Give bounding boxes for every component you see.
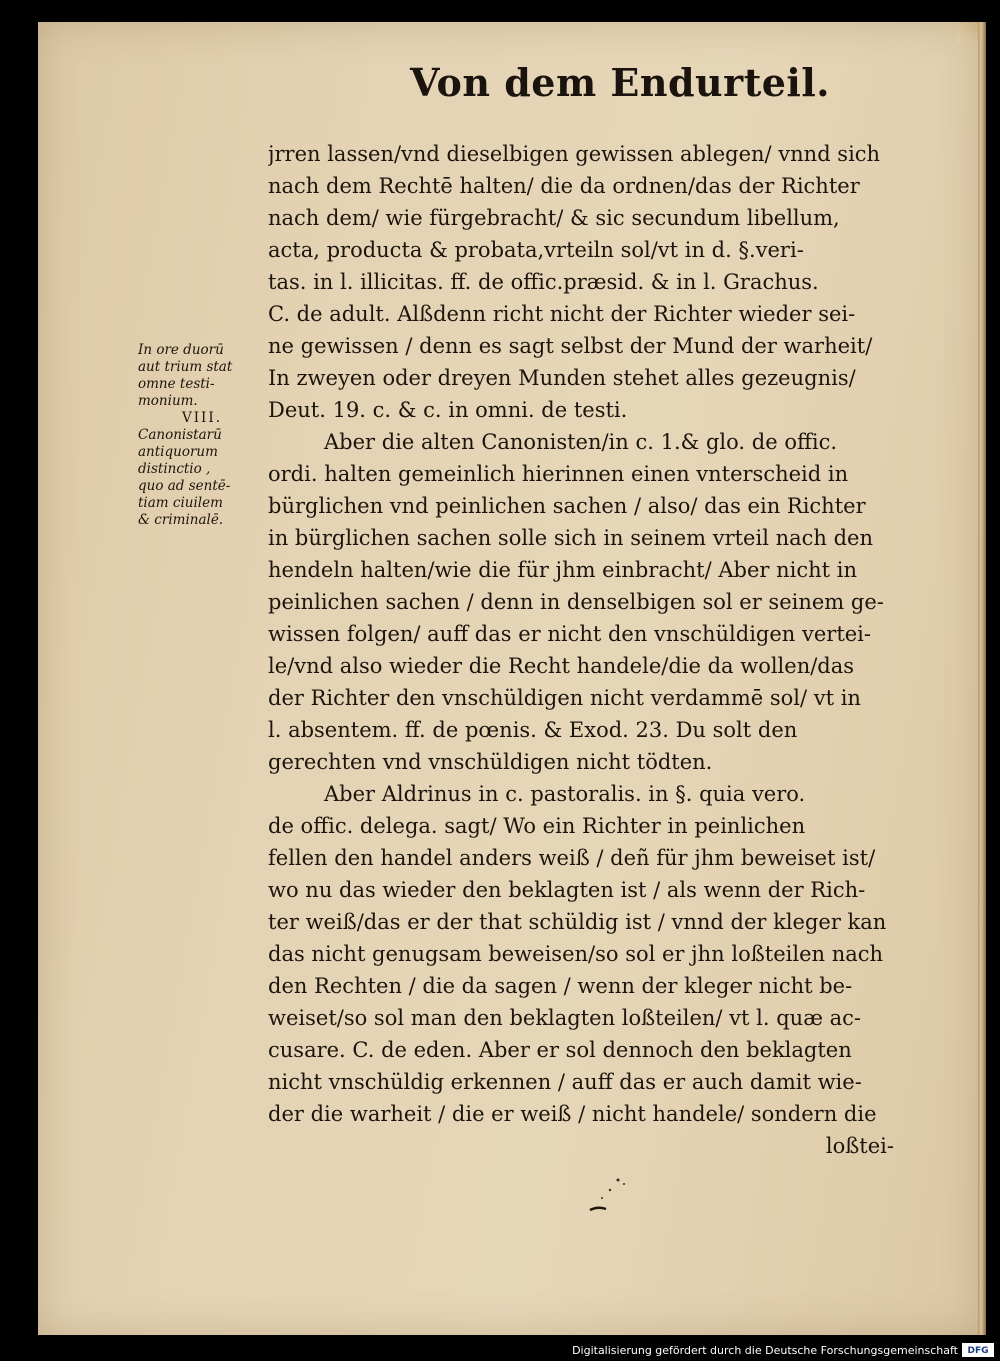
margin-note-line: antiquorum bbox=[138, 444, 218, 460]
text-line: gerechten vnd vnschüldigen nicht tödten. bbox=[268, 750, 713, 774]
text-line: Aber die alten Canonisten/in c. 1.& glo. de offic. bbox=[324, 430, 838, 454]
margin-note-line: omne testi- bbox=[138, 376, 215, 392]
text-line: nach dem Rechtē halten/ die da ordnen/das der Richter bbox=[268, 174, 860, 198]
text-line: jrren lassen/vnd dieselbigen gewissen ablegen/ vnnd sich bbox=[268, 142, 881, 166]
footer-credit: Digitalisierung gefördert durch die Deutsche Forschungsgemeinschaft bbox=[572, 1344, 958, 1357]
margin-notes bbox=[138, 342, 266, 529]
text-line: nach dem/ wie fürgebracht/ & sic secundum libellum, bbox=[268, 206, 840, 230]
margin-note-line: In ore duorū bbox=[138, 342, 224, 358]
margin-numeral: VIII. bbox=[181, 410, 223, 426]
text-line: peinlichen sachen / denn in denselbigen sol er seinem ge- bbox=[268, 590, 884, 614]
margin-note-line: Canonistarū bbox=[138, 427, 222, 443]
text-line: der die warheit / die er weiß / nicht handele/ sondern die bbox=[268, 1102, 877, 1126]
text-line: wissen folgen/ auff das er nicht den vnschüldigen vertei- bbox=[268, 622, 871, 646]
page-corner bbox=[956, 22, 980, 42]
margin-note-line: distinctio , bbox=[138, 461, 211, 477]
text-line: fellen den handel anders weiß / deñ für jhm beweiset ist/ bbox=[268, 846, 876, 870]
text-line: wo nu das wieder den beklagten ist / als wenn der Rich- bbox=[268, 878, 866, 902]
text-line: cusare. C. de eden. Aber er sol dennoch den beklagten bbox=[268, 1038, 852, 1062]
text-line: bürglichen vnd peinlichen sachen / also/ das ein Richter bbox=[268, 494, 866, 518]
text-line: ordi. halten gemeinlich hierinnen einen vnterscheid in bbox=[268, 462, 849, 486]
text-line: Deut. 19. c. & c. in omni. de testi. bbox=[268, 398, 628, 422]
text-line: in bürglichen sachen solle sich in seinem vrteil nach den bbox=[268, 526, 873, 550]
text-line: acta, producta & probata,vrteiln sol/vt in d. §.veri- bbox=[268, 238, 804, 262]
margin-note-line: & criminalē. bbox=[138, 512, 224, 528]
text-line: tas. in l. illicitas. ff. de offic.præsid. & in l. Grachus. bbox=[268, 270, 819, 294]
text-line: ter weiß/das er der that schüldig ist / vnnd der kleger kan bbox=[268, 910, 887, 934]
text-line: der Richter den vnschüldigen nicht verdammē sol/ vt in bbox=[268, 686, 861, 710]
page-edge bbox=[978, 22, 986, 1335]
text-line: hendeln halten/wie die für jhm einbracht/ Aber nicht in bbox=[268, 558, 857, 582]
text-line: ne gewissen / denn es sagt selbst der Mund der warheit/ bbox=[268, 334, 873, 358]
text-line: den Rechten / die da sagen / wenn der kleger nicht be- bbox=[268, 974, 853, 998]
ink-smudge bbox=[580, 1170, 640, 1220]
margin-note-line: tiam ciuilem bbox=[138, 495, 223, 511]
text-line: C. de adult. Alßdenn richt nicht der Richter wieder sei- bbox=[268, 302, 856, 326]
page-title: Von dem Endurteil. bbox=[410, 60, 831, 105]
margin-note-line: quo ad sentē- bbox=[138, 478, 231, 494]
margin-note-line: aut trium stat bbox=[138, 359, 233, 375]
text-line: das nicht genugsam beweisen/so sol er jhn loßteilen nach bbox=[268, 942, 884, 966]
text-line: weiset/so sol man den beklagten loßteilen/ vt l. quæ ac- bbox=[268, 1006, 861, 1030]
catchword: loßtei- bbox=[825, 1134, 894, 1158]
main-text bbox=[268, 138, 894, 1162]
text-line: le/vnd also wieder die Recht handele/die da wollen/das bbox=[268, 654, 855, 678]
text-line: Aber Aldrinus in c. pastoralis. in §. quia vero. bbox=[324, 782, 806, 806]
text-line: de offic. delega. sagt/ Wo ein Richter in peinlichen bbox=[268, 814, 806, 838]
text-line: l. absentem. ff. de pœnis. & Exod. 23. Du solt den bbox=[268, 718, 798, 742]
text-line: In zweyen oder dreyen Munden stehet alles gezeugnis/ bbox=[268, 366, 856, 390]
dfg-logo-icon: DFG bbox=[962, 1343, 994, 1357]
margin-note-line: monium. bbox=[138, 393, 198, 409]
text-line: nicht vnschüldig erkennen / auff das er auch damit wie- bbox=[268, 1070, 862, 1094]
